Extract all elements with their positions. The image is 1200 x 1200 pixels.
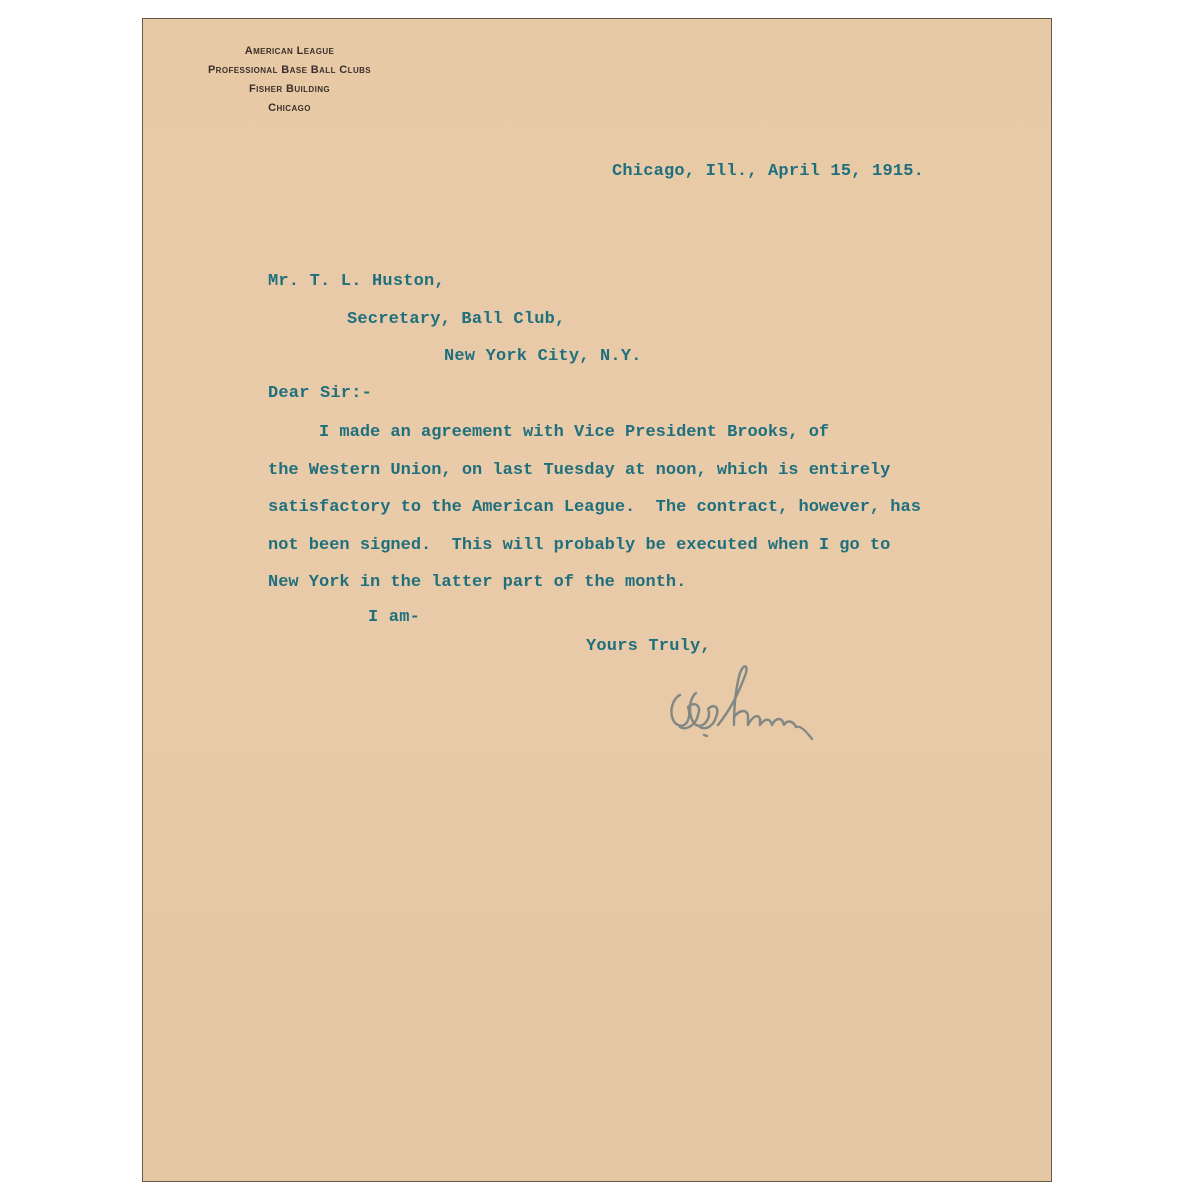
letterhead-city: Chicago [268, 102, 311, 114]
letter-body [268, 414, 988, 602]
letterhead-org: American League [244, 45, 335, 57]
recipient-city: New York City, N.Y. [444, 347, 642, 366]
letterhead [142, 42, 437, 118]
letterhead-clubs: Professional Base Ball Clubs [207, 64, 372, 76]
body-line: I made an agreement with Vice President Brooks, of [268, 423, 830, 442]
body-line: not been signed. This will probably be executed when I go to [268, 535, 891, 555]
dateline: Chicago, Ill., April 15, 1915. [612, 162, 925, 181]
signature-image [660, 655, 820, 755]
complimentary-close: Yours Truly, [586, 637, 711, 656]
salutation: Dear Sir:- [268, 384, 373, 403]
body-line: the Western Union, on last Tuesday at noon, which is entirely [268, 460, 891, 480]
recipient-name: Mr. T. L. Huston, [268, 272, 445, 291]
body-line: New York in the latter part of the month. [268, 573, 687, 592]
recipient-title: Secretary, Ball Club, [347, 310, 566, 329]
closing-line: I am- [368, 608, 421, 627]
letterhead-building: Fisher Building [248, 83, 331, 95]
body-line: satisfactory to the American League. The contract, however, has [268, 498, 921, 517]
